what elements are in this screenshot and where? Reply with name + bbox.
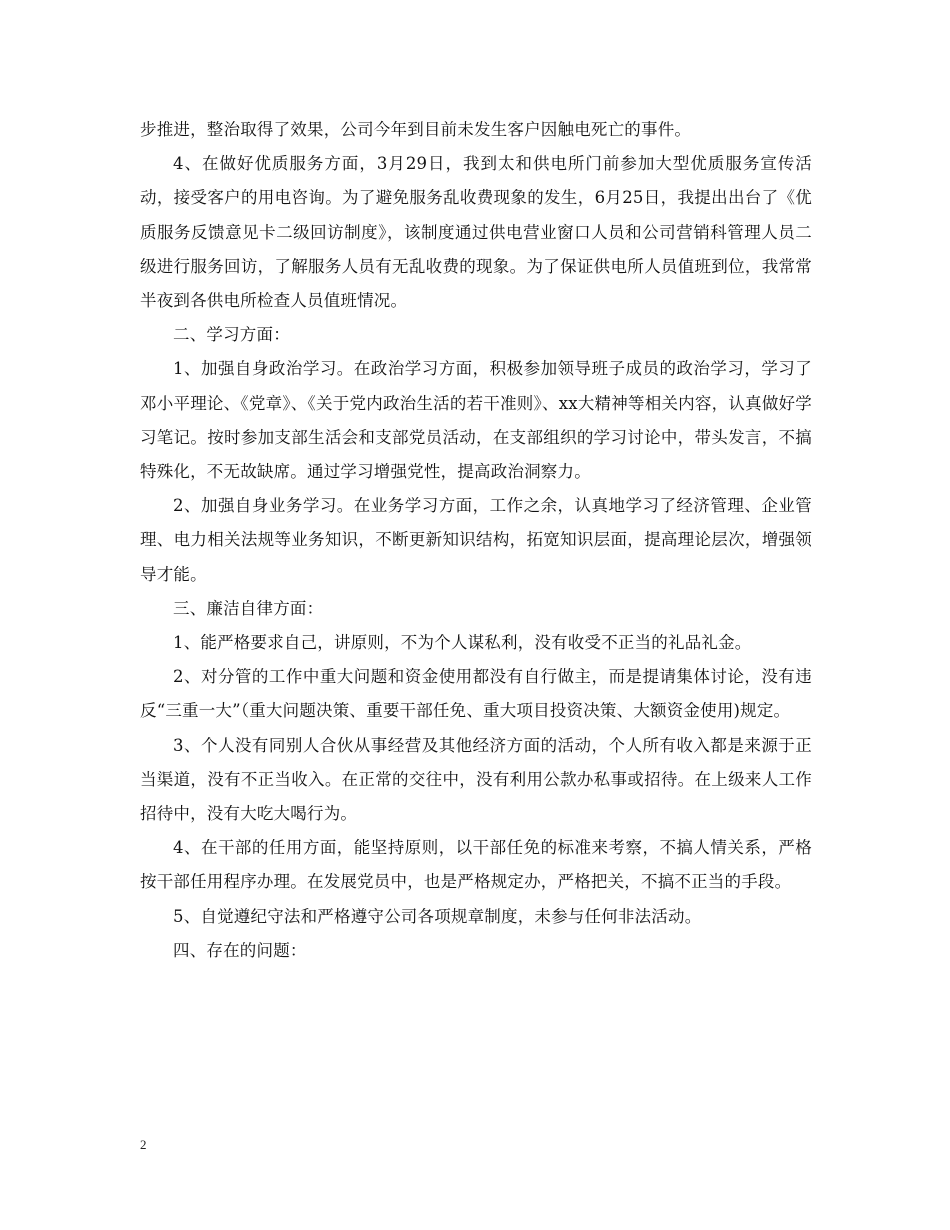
paragraph: 三、廉洁自律方面： (173, 598, 324, 618)
paragraph: 4、在做好优质服务方面，3月29日，我到太和供电所门前参加大型优质服务宣传活动，接受客户的用电咨询。为了避免服务乱收费现象的发生，6月25日，我提出出台了《优质服务反馈意见卡二级回访制度》，该制度通过供电营业窗口人员和公司营销科管理人员二级进行服务回访，了解服务人员有无乱收费的现象。为了保证供电所人员值班到位，我常常半夜到各供电所检查人员值班情况。 (140, 154, 812, 311)
paragraph: 2、加强自身业务学习。在业务学习方面，工作之余，认真地学习了经济管理、企业管理、电力相关法规等业务知识，不断更新知识结构，拓宽知识层面，提高理论层次，增强领导才能。 (140, 496, 812, 584)
paragraph: 四、存在的问题： (173, 940, 307, 960)
paragraph: 2、对分管的工作中重大问题和资金使用都没有自行做主，而是提请集体讨论，没有违反“三重一大”（重大问题决策、重要干部任免、重大项目投资决策、大额资金使用)规定。 (140, 667, 812, 721)
paragraph: 二、学习方面： (173, 325, 290, 345)
paragraph: 4、在干部的任用方面，能坚持原则，以干部任免的标准来考察，不搞人情关系，严格按干部任用程序办理。在发展党员中，也是严格规定办，严格把关，不搞不正当的手段。 (140, 838, 812, 892)
paragraph: 步推进，整治取得了效果，公司今年到目前未发生客户因触电死亡的事件。 (140, 120, 692, 139)
paragraph: 5、自觉遵纪守法和严格遵守公司各项规章制度，未参与任何非法活动。 (173, 906, 702, 926)
paragraph: 1、能严格要求自己，讲原则，不为个人谋私利，没有收受不正当的礼品礼金。 (173, 633, 752, 653)
page-number: 2 (140, 1137, 147, 1152)
paragraph: 3、个人没有同别人合伙从事经营及其他经济方面的活动，个人所有收入都是来源于正当渠道，没有不正当收入。在正常的交往中，没有利用公款办私事或招待。在上级来人工作招待中，没有大吃大喝行为。 (140, 735, 812, 824)
paragraph: 1、加强自身政治学习。在政治学习方面，积极参加领导班子成员的政治学习，学习了邓小平理论、《党章》、《关于党内政治生活的若干准则》、xx大精神等相关内容，认真做好学习笔记。按时参加支部生活会和支部党员活动，在支部组织的学习讨论中，带头发言，不搞特殊化，不无故缺席。通过学习增强党性，提高政治洞察力。 (140, 359, 812, 482)
document-body (140, 113, 812, 968)
